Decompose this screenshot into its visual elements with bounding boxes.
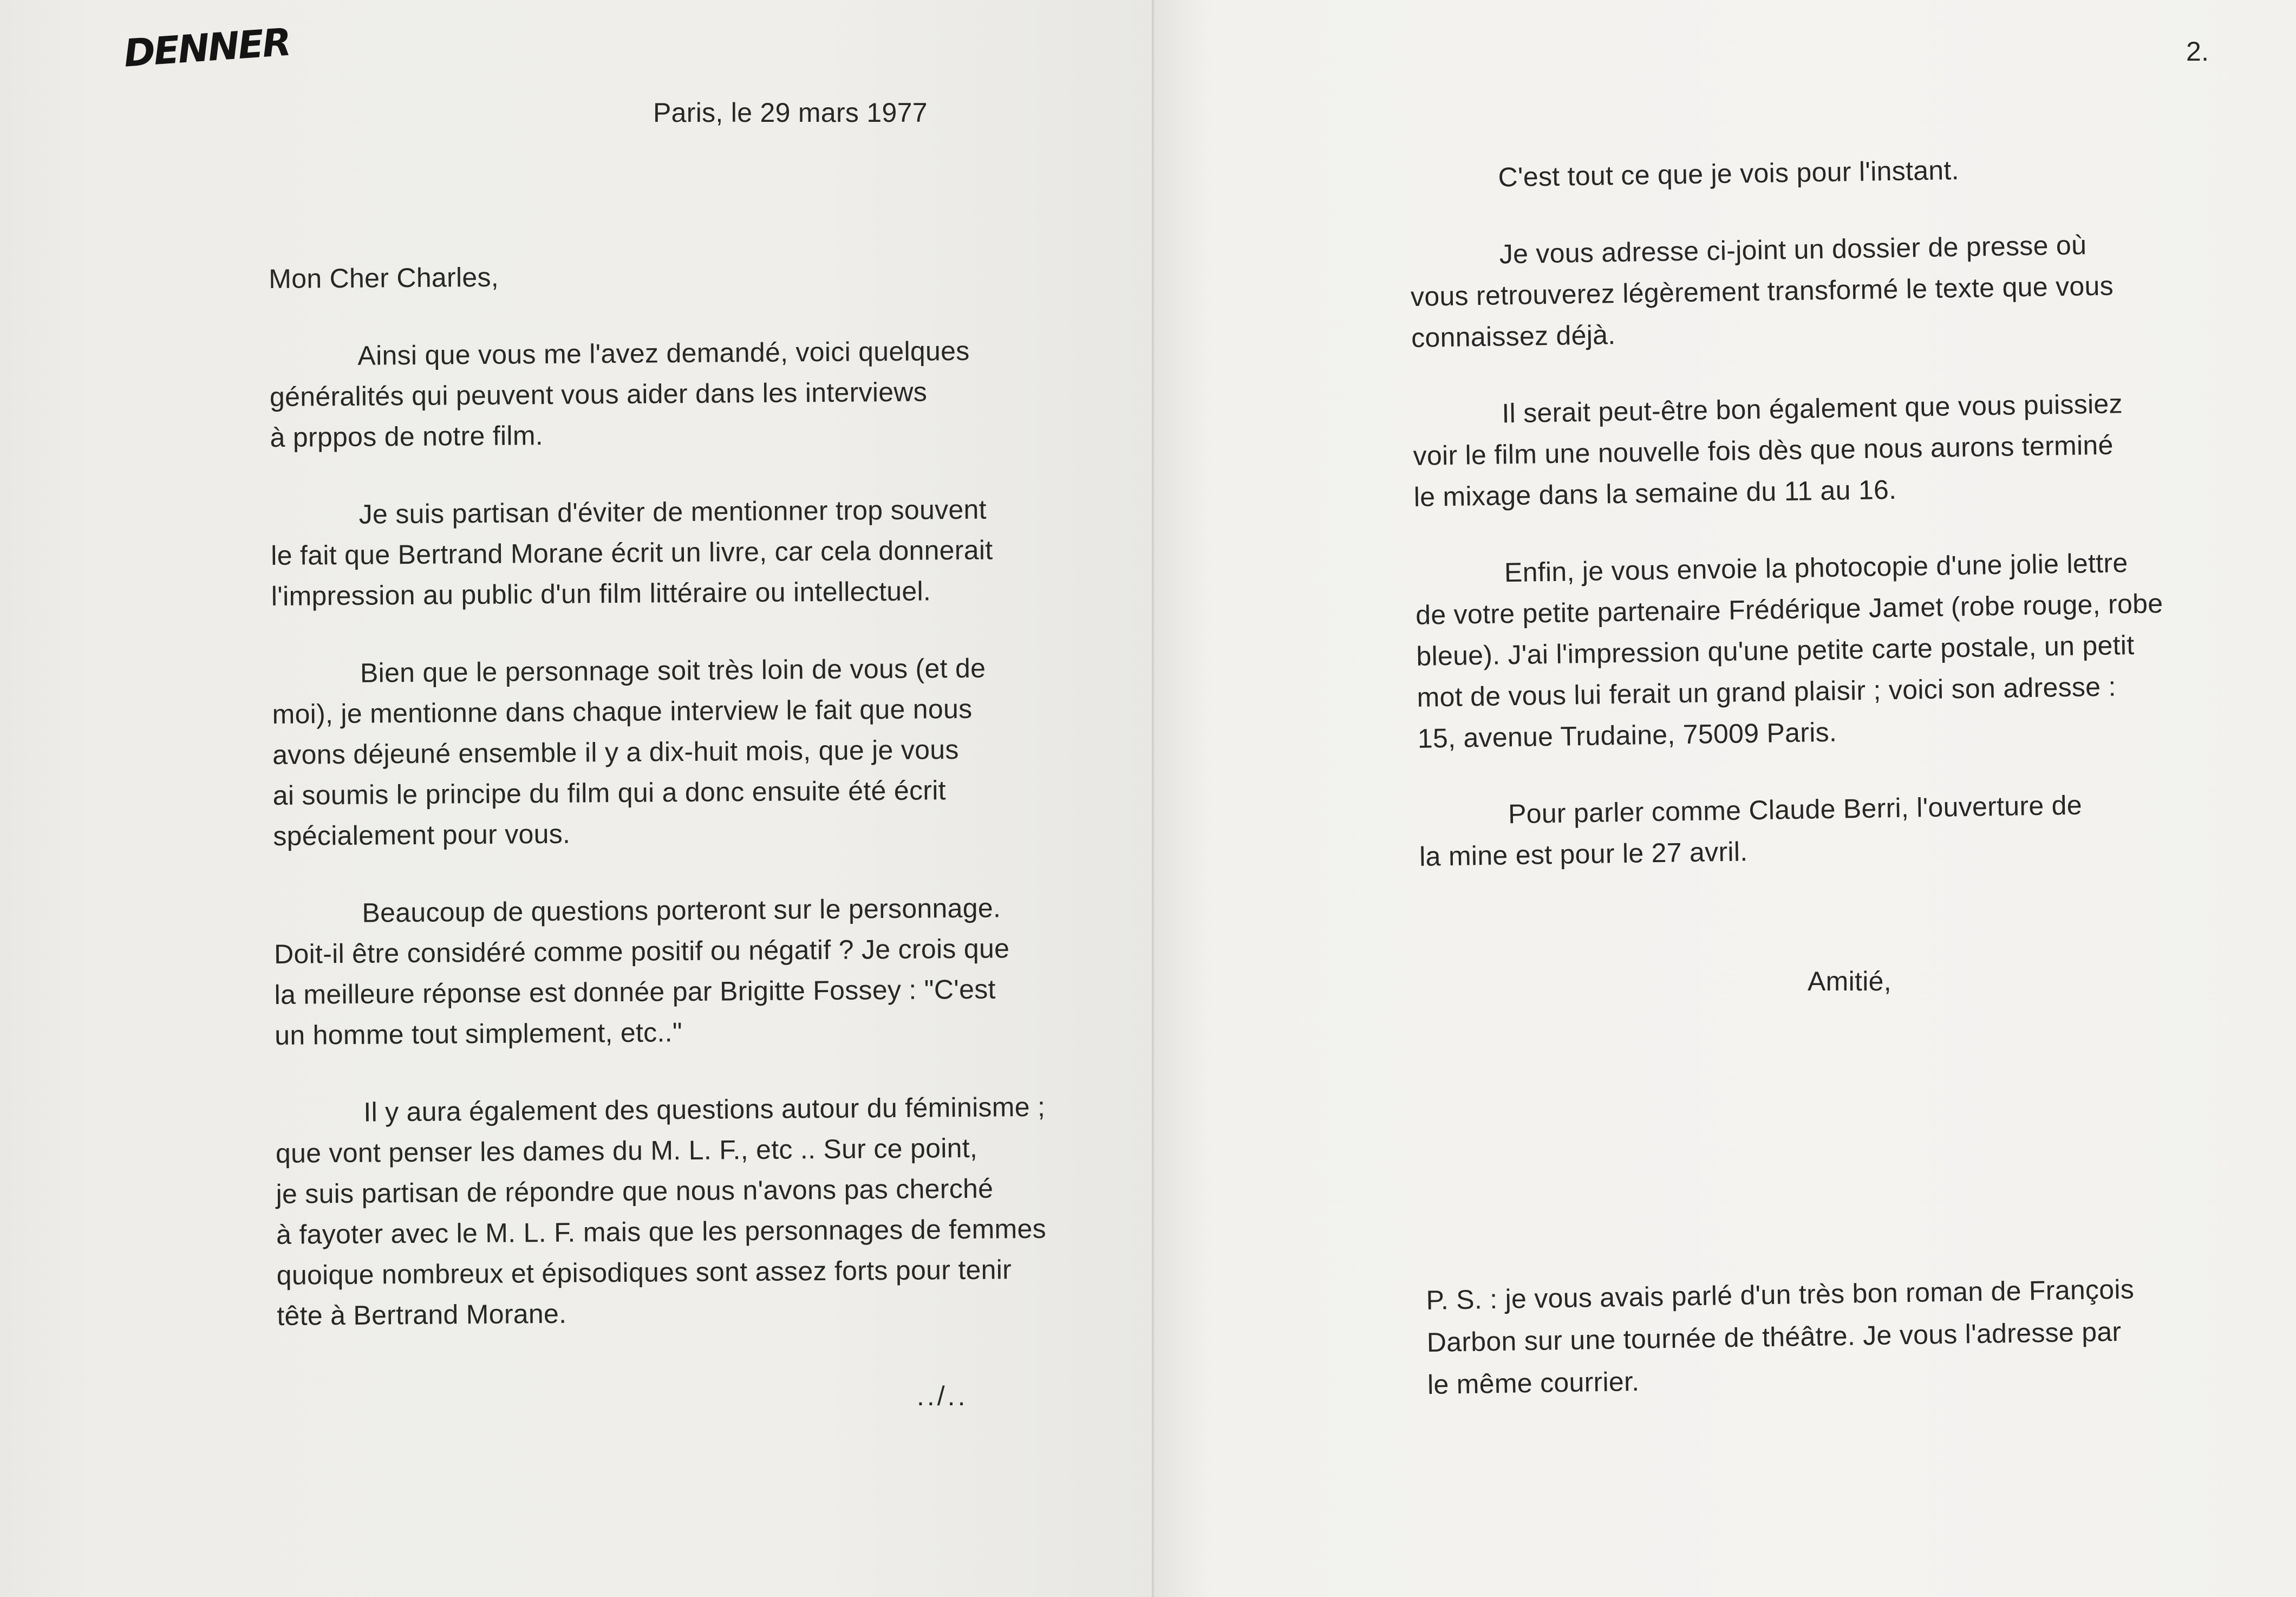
letter-body-page-2 <box>1408 146 2167 877</box>
text-line: ai soumis le principe du film qui a donc ensuite été écrit <box>272 775 947 811</box>
text-line: Darbon sur une tournée de théâtre. Je vous l'adresse par <box>1426 1316 2122 1358</box>
text-line: Enfin, je vous envoie la photocopie d'une jolie lettre <box>1504 547 2128 588</box>
text-line: Pour parler comme Claude Berri, l'ouverture de <box>1508 790 2083 830</box>
handwritten-annotation: DENNER <box>122 19 291 76</box>
text-line: spécialement pour vous. <box>273 818 571 851</box>
text-line: quoique nombreux et épisodiques sont assez forts pour tenir <box>276 1254 1012 1290</box>
paragraph-1 <box>269 330 1040 458</box>
text-line: avons déjeuné ensemble il y a dix-huit mois, que je vous <box>272 734 959 770</box>
letter-closing: Amitié, <box>1808 966 1891 996</box>
text-line: à prppos de notre film. <box>270 420 544 453</box>
text-line: la mine est pour le 27 avril. <box>1419 836 1748 872</box>
text-line: bleue). J'ai l'impression qu'une petite carte postale, un petit <box>1416 630 2135 672</box>
text-line: tête à Bertrand Morane. <box>277 1298 567 1331</box>
text-line: généralités qui peuvent vous aider dans les interviews <box>269 376 928 412</box>
salutation: Mon Cher Charles, <box>269 262 499 294</box>
paragraph-2 <box>1410 223 2159 358</box>
text-line: Je suis partisan d'éviter de mentionner trop souvent <box>358 494 987 530</box>
postscript <box>1426 1268 2136 1406</box>
text-line: la meilleure réponse est donnée par Brigitte Fossey : "C'est <box>274 974 996 1010</box>
letter-page-2 <box>1154 0 2296 1597</box>
text-line: Doit-il être considéré comme positif ou négatif ? Je crois que <box>273 933 1010 969</box>
text-line: que vont penser les dames du M. L. F., etc .. Sur ce point, <box>275 1132 978 1169</box>
text-line: P. S. : je vous avais parlé d'un très bon roman de François <box>1426 1274 2135 1315</box>
page-number: 2. <box>2186 36 2209 67</box>
paragraph-3 <box>1412 382 2162 518</box>
text-line: de votre petite partenaire Frédérique Jamet (robe rouge, robe <box>1415 588 2163 630</box>
text-line: Il serait peut-être bon également que vous puissiez <box>1501 388 2123 429</box>
paragraph-4 <box>1414 542 2165 759</box>
paragraph-4 <box>273 888 1045 1056</box>
text-line: Je vous adresse ci-joint un dossier de presse où <box>1499 230 2087 270</box>
text-line: voir le film une nouvelle fois dès que nous aurons terminé <box>1413 429 2114 471</box>
paragraph-2 <box>270 489 1041 617</box>
text-line: Beaucoup de questions porteront sur le personnage. <box>362 892 1001 928</box>
text-line: 15, avenue Trudaine, 75009 Paris. <box>1417 716 1837 754</box>
text-line: vous retrouverez légèrement transformé le texte que vous <box>1410 270 2114 312</box>
text-line: Il y aura également des questions autour du féminisme ; <box>363 1091 1046 1127</box>
text-line: mot de vous lui ferait un grand plaisir ; voici son adresse : <box>1417 671 2117 713</box>
paragraph-5 <box>275 1087 1047 1337</box>
text-line: à fayoter avec le M. L. F. mais que les personnages de femmes <box>276 1213 1047 1250</box>
letter-body-page-1 <box>269 253 1047 1337</box>
paragraph-5 <box>1418 783 2167 877</box>
paragraph-1 <box>1408 146 2156 199</box>
text-line: je suis partisan de répondre que nous n'avons pas cherché <box>276 1173 994 1209</box>
text-line: le fait que Bertrand Morane écrit un livre, car cela donnerait <box>271 534 993 571</box>
continuation-mark: ../.. <box>917 1381 968 1411</box>
text-line: Bien que le personnage soit très loin de vous (et de <box>360 653 986 688</box>
text-line: un homme tout simplement, etc.." <box>275 1017 683 1051</box>
text-line: Ainsi que vous me l'avez demandé, voici quelques <box>357 335 970 371</box>
text-line: le mixage dans la semaine du 11 au 16. <box>1413 474 1897 512</box>
text-line: C'est tout ce que je vois pour l'instant. <box>1498 155 1960 193</box>
text-line: moi), je mentionne dans chaque interview le fait que nous <box>272 693 973 729</box>
letter-date: Paris, le 29 mars 1977 <box>653 97 928 128</box>
text-line: le même courrier. <box>1427 1366 1640 1400</box>
paragraph-3 <box>272 648 1043 857</box>
text-line: connaissez déjà. <box>1411 320 1616 353</box>
text-line: l'impression au public d'un film littéraire ou intellectuel. <box>271 576 931 611</box>
